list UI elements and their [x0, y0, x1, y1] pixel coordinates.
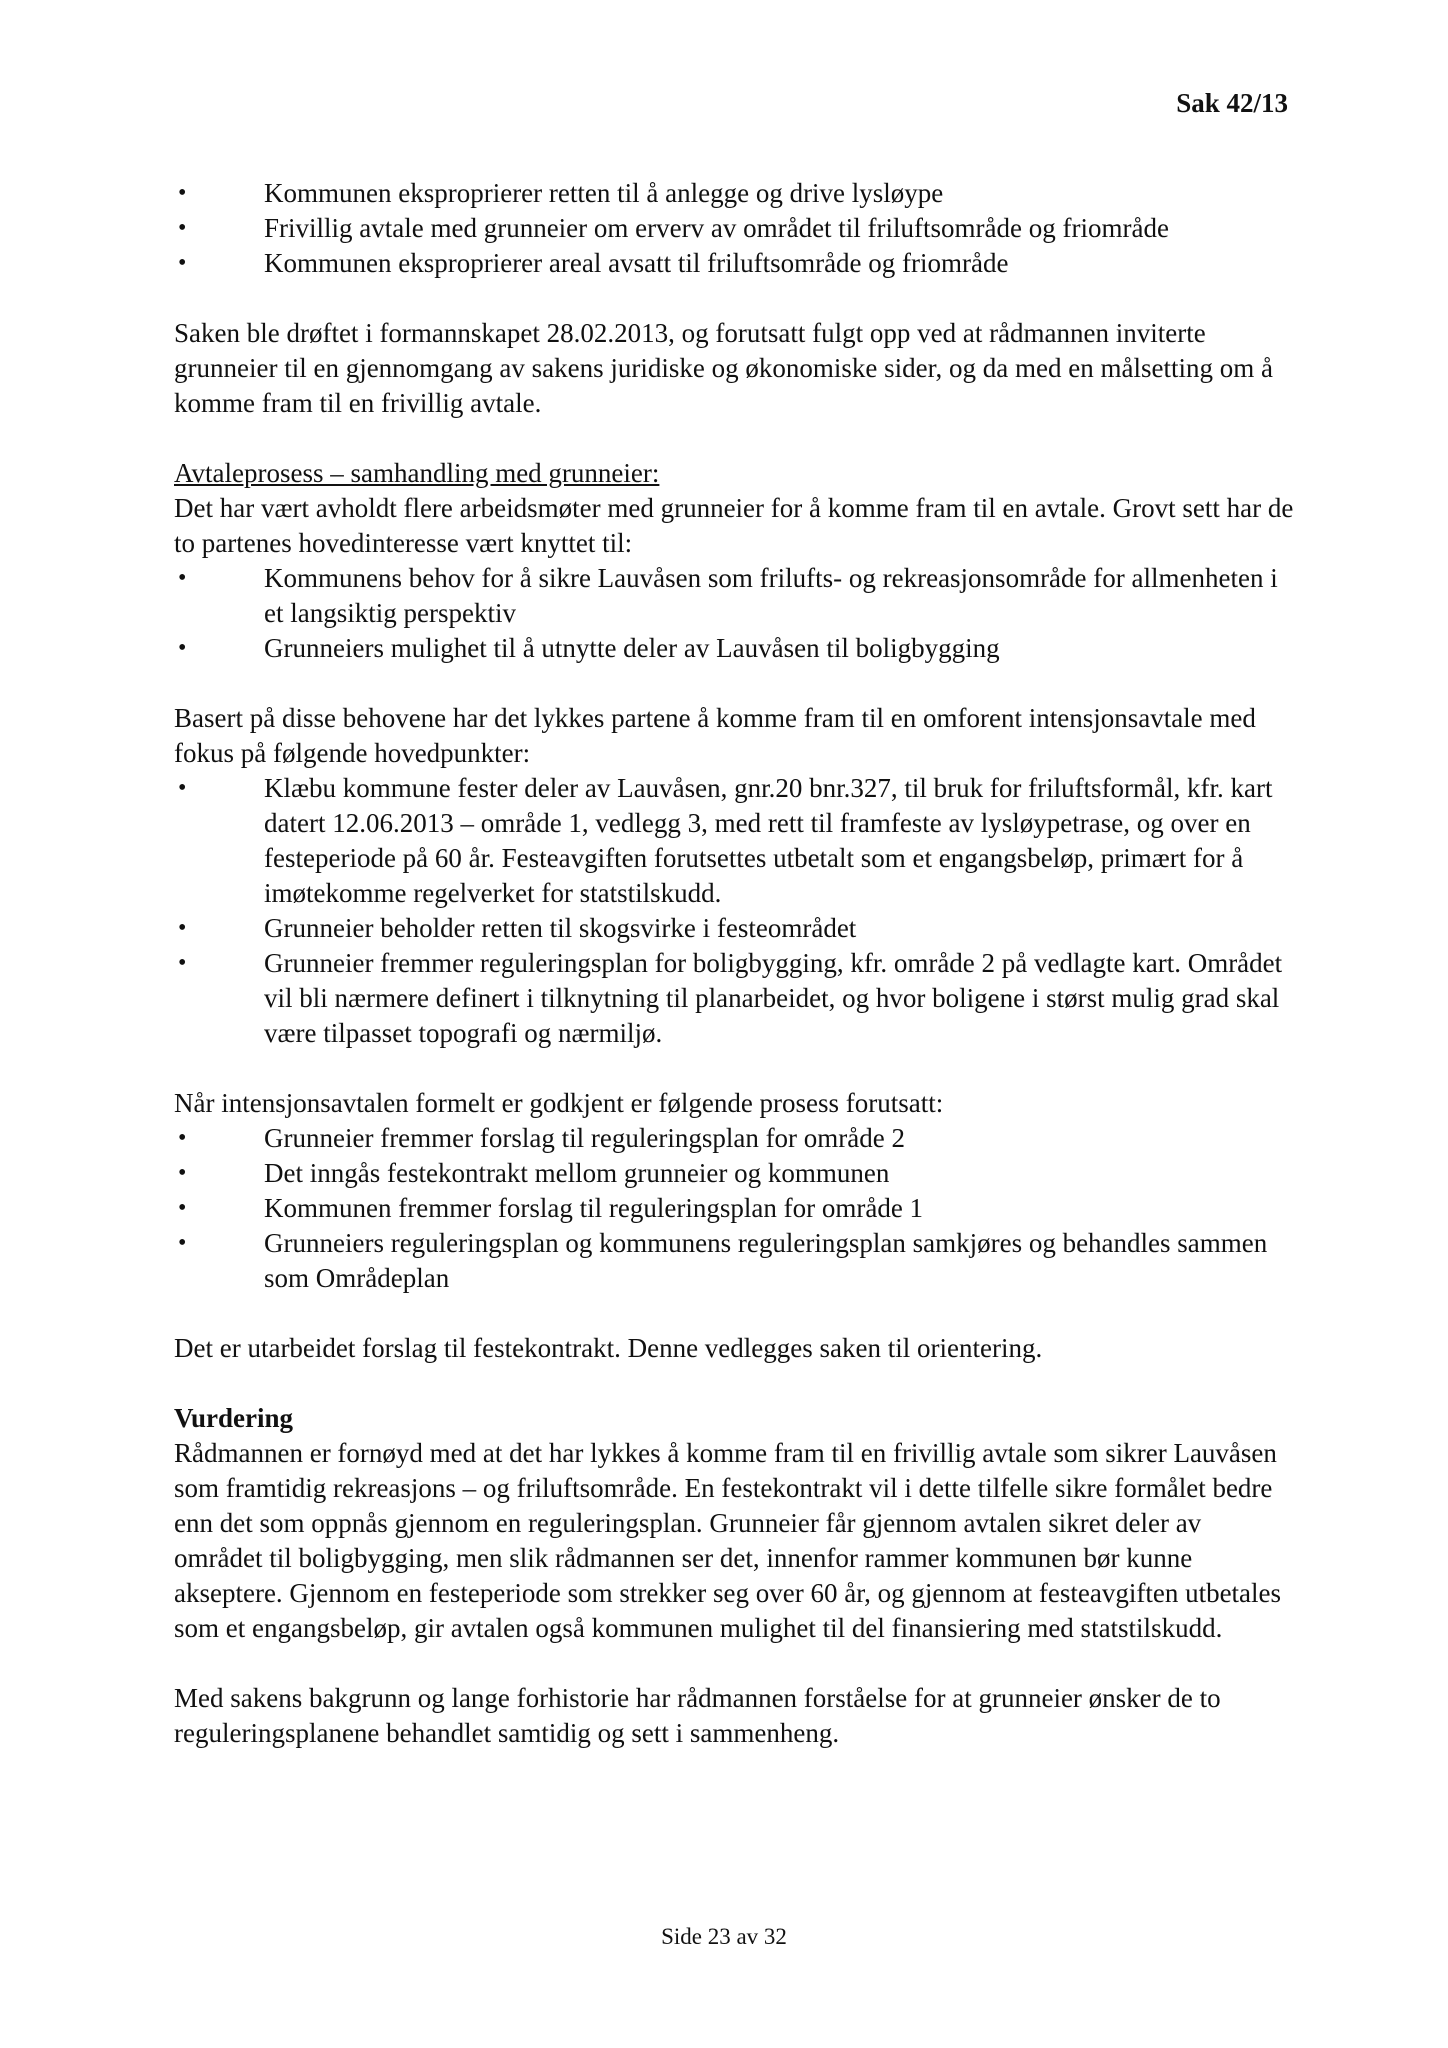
- paragraph-closing: Med sakens bakgrunn og lange forhistorie har rådmannen forståelse for at grunneier ønsker de to reguleringsplanene behandlet samtidig og sett i sammenheng.: [174, 1683, 1221, 1748]
- list-item: • Grunneier fremmer reguleringsplan for boligbygging, kfr. område 2 på vedlagte kart. Området vil bli nærmere definert i tilknytning til planarbeidet, og hvor boligene i størst mulig grad skal være tilpasset topografi og nærmiljø.: [174, 946, 1294, 1051]
- paragraph-festekontrakt: Det er utarbeidet forslag til festekontrakt. Denne vedlegges saken til orientering.: [174, 1333, 1043, 1363]
- list-item: • Grunneier beholder retten til skogsvirke i festeområdet: [174, 911, 1294, 946]
- list-item: • Grunneier fremmer forslag til reguleringsplan for område 2: [174, 1121, 1294, 1156]
- list-item: • Grunneiers mulighet til å utnytte deler av Lauvåsen til boligbygging: [174, 631, 1294, 666]
- paragraph-vurdering: Rådmannen er fornøyd med at det har lykkes å komme fram til en frivillig avtale som sikrer Lauvåsen som framtidig rekreasjons – og friluftsområde. En festekontrakt vil i dette tilfelle sikre formålet bedre enn det som oppnås gjennom en reguleringsplan. Grunneier får gjennom avtalen sikret deler av området til boligbygging, men slik rådmannen ser det, innenfor rammer kommunen bør kunne akseptere. Gjennom en festeperiode som strekker seg over 60 år, og gjennom at festeavgiften utbetales som et engangsbeløp, gir avtalen også kommunen mulighet til del finansiering med statstilskudd.: [174, 1438, 1282, 1643]
- list-item: • Kommunens behov for å sikre Lauvåsen som frilufts- og rekreasjonsområde for allmenheten i et langsiktig perspektiv: [174, 561, 1294, 631]
- prosess-bullet-list: [174, 1121, 1294, 1296]
- paragraph-prosess: Når intensjonsavtalen formelt er godkjent er følgende prosess forutsatt:: [174, 1088, 944, 1118]
- list-item: • Kommunen eksproprierer areal avsatt til friluftsområde og friområde: [174, 246, 1294, 281]
- avtaleprosess-bullet-list: [174, 561, 1294, 666]
- list-item: • Grunneiers reguleringsplan og kommunens reguleringsplan samkjøres og behandles sammen som Områdeplan: [174, 1226, 1294, 1296]
- case-number: Sak 42/13: [1176, 88, 1288, 118]
- list-item: • Kommunen fremmer forslag til reguleringsplan for område 1: [174, 1191, 1294, 1226]
- intensjon-bullet-list: [174, 771, 1294, 1051]
- list-item: • Kommunen eksproprierer retten til å anlegge og drive lysløype: [174, 176, 1294, 211]
- document-body: [174, 176, 1294, 1751]
- paragraph-intensjon: Basert på disse behovene har det lykkes partene å komme fram til en omforent intensjonsavtale med fokus på følgende hovedpunkter:: [174, 703, 1256, 768]
- section-heading-vurdering: Vurdering: [174, 1403, 294, 1433]
- intro-bullet-list: [174, 176, 1294, 281]
- page-number: Side 23 av 32: [661, 1924, 787, 1949]
- list-item: • Klæbu kommune fester deler av Lauvåsen, gnr.20 bnr.327, til bruk for friluftsformål, kfr. kart datert 12.06.2013 – område 1, vedlegg 3, med rett til framfeste av lysløypetrase, og over en festeperiode på 60 år. Festeavgiften forutsettes utbetalt som et engangsbeløp, primært for å imøtekomme regelverket for statstilskudd.: [174, 771, 1294, 911]
- section-heading-avtaleprosess: Avtaleprosess – samhandling med grunneier:: [174, 458, 660, 488]
- list-item: • Det inngås festekontrakt mellom grunneier og kommunen: [174, 1156, 1294, 1191]
- paragraph-formannskap: Saken ble drøftet i formannskapet 28.02.2013, og forutsatt fulgt opp ved at rådmannen inviterte grunneier til en gjennomgang av sakens juridiske og økonomiske sider, og da med en målsetting om å komme fram til en frivillig avtale.: [174, 318, 1273, 418]
- paragraph-avtaleprosess: Det har vært avholdt flere arbeidsmøter med grunneier for å komme fram til en avtale. Grovt sett har de to partenes hovedinteresse vært knyttet til:: [174, 493, 1294, 558]
- list-item: • Frivillig avtale med grunneier om erverv av området til friluftsområde og friområde: [174, 211, 1294, 246]
